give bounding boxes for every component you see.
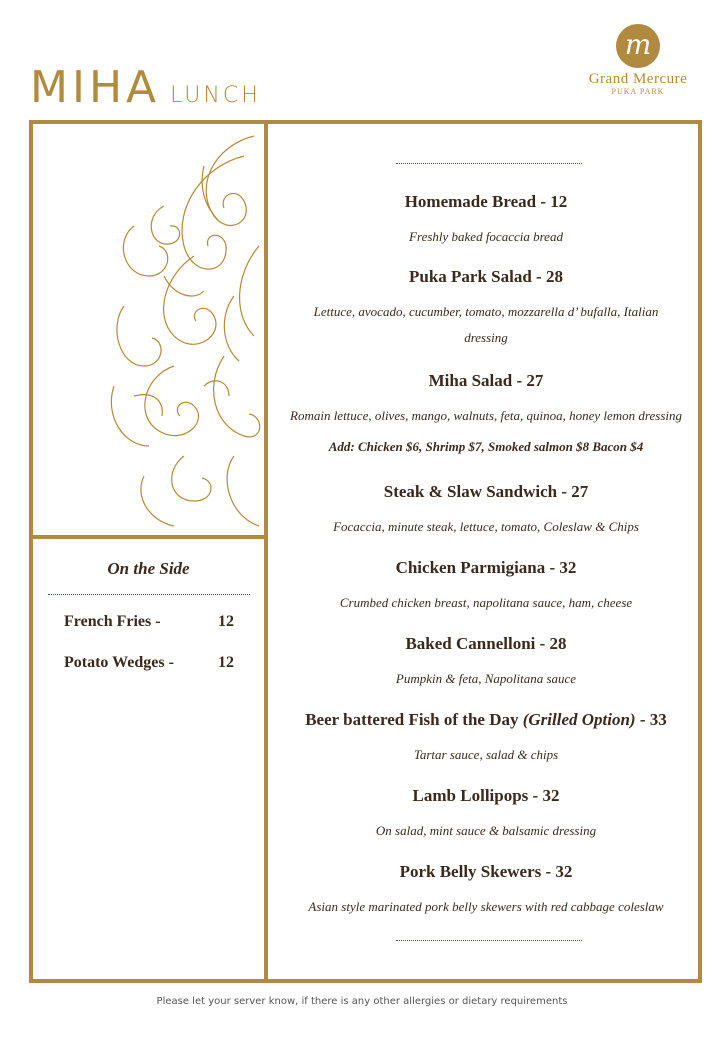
menu-item	[270, 786, 702, 844]
menu-item	[270, 558, 702, 616]
side-item-price: 12	[218, 613, 234, 630]
allergy-notice: Please let your server know, if there is any other allergies or dietary requirements	[156, 996, 568, 1007]
item-name: Miha Salad - 27	[428, 371, 544, 390]
menu-title	[30, 62, 261, 113]
item-name: Lamb Lollipops - 32	[412, 786, 560, 805]
menu-item	[270, 710, 702, 768]
bottom-divider	[396, 940, 582, 941]
side-item	[64, 654, 234, 672]
item-description: Freshly baked focaccia bread	[409, 229, 563, 244]
sides-divider	[48, 594, 250, 595]
side-item-price: 12	[218, 654, 234, 671]
item-description: Lettuce, avocado, cucumber, tomato, mozzarella d’ bufalla, Italian dressing	[313, 304, 659, 345]
item-name: Beer battered Fish of the Day (Grilled Option) - 33	[305, 710, 667, 729]
side-divider	[29, 535, 266, 539]
item-description: On salad, mint sauce & balsamic dressing	[375, 823, 597, 838]
menu-item	[270, 862, 702, 920]
top-divider	[396, 163, 582, 164]
menu-item	[270, 267, 702, 351]
item-description: Tartar sauce, salad & chips	[413, 747, 559, 762]
item-name: Baked Cannelloni - 28	[405, 634, 567, 653]
hotel-logo	[582, 24, 694, 96]
item-name: Steak & Slaw Sandwich - 27	[383, 482, 589, 501]
side-item	[64, 613, 234, 631]
logo-sub: PUKA PARK	[611, 87, 665, 96]
item-description: Romain lettuce, olives, mango, walnuts, feta, quinoa, honey lemon dressing	[290, 408, 682, 423]
logo-brand: Grand Mercure	[588, 71, 688, 87]
item-description: Pumpkin & feta, Napolitana sauce	[395, 671, 577, 686]
item-description: Focaccia, minute steak, lettuce, tomato, Coleslaw & Chips	[333, 519, 639, 534]
item-name: Puka Park Salad - 28	[409, 267, 563, 286]
sides-heading: On the Side	[107, 559, 190, 578]
menu-item	[270, 482, 702, 540]
item-addons: Add: Chicken $6, Shrimp $7, Smoked salmon $8 Bacon $4	[328, 439, 644, 454]
menu-item	[270, 371, 702, 455]
title-main: MIHA	[30, 62, 161, 113]
decorative-swirl-icon	[104, 126, 266, 535]
title-sub: LUNCH	[170, 83, 261, 108]
item-name: Pork Belly Skewers - 32	[399, 862, 573, 881]
item-name: Homemade Bread - 12	[404, 192, 568, 211]
logo-mark-icon: m	[616, 24, 660, 68]
item-description: Crumbed chicken breast, napolitana sauce, ham, cheese	[339, 595, 633, 610]
item-description: Asian style marinated pork belly skewers with red cabbage coleslaw	[308, 899, 664, 914]
side-item-name: French Fries -	[64, 613, 161, 630]
menu-item	[270, 192, 702, 250]
side-item-name: Potato Wedges -	[64, 654, 174, 671]
item-name: Chicken Parmigiana - 32	[395, 558, 577, 577]
menu-item	[270, 634, 702, 692]
